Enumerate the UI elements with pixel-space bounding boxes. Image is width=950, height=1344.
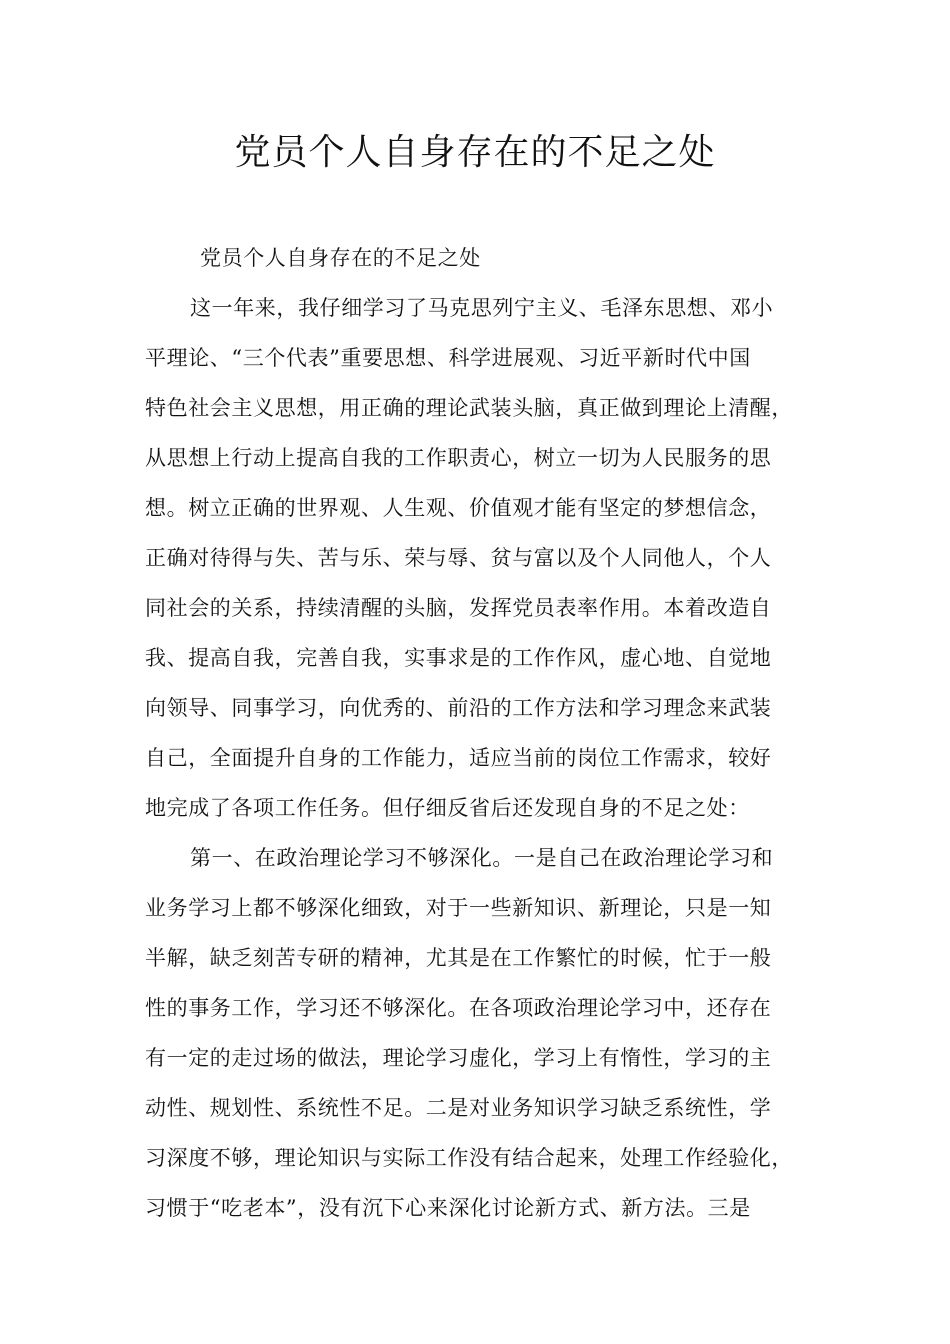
paragraph-line: 平理论、“三个代表”重要思想、科学进展观、习近平新时代中国 xyxy=(145,346,751,370)
paragraph-line: 想。树立正确的世界观、人生观、价值观才能有坚定的梦想信念， xyxy=(145,496,772,520)
paragraph-line: 业务学习上都不够深化细致，对于一些新知识、新理论，只是一知 xyxy=(145,896,772,920)
document-subtitle: 党员个人自身存在的不足之处 xyxy=(200,246,481,270)
paragraph-line: 我、提高自我，完善自我，实事求是的工作作风，虚心地、自觉地 xyxy=(145,646,772,670)
paragraph-line: 地完成了各项工作任务。但仔细反省后还发现自身的不足之处： xyxy=(145,796,750,820)
paragraph-line: 从思想上行动上提高自我的工作职责心，树立一切为人民服务的思 xyxy=(145,446,772,470)
paragraph-line: 正确对待得与失、苦与乐、荣与辱、贫与富以及个人同他人，个人 xyxy=(145,546,772,570)
paragraph-line: 习惯于“吃老本”，没有沉下心来深化讨论新方式、新方法。三是 xyxy=(145,1196,751,1220)
paragraph-line: 特色社会主义思想，用正确的理论武装头脑，真正做到理论上清醒， xyxy=(145,396,793,420)
paragraph-line: 半解，缺乏刻苦专研的精神，尤其是在工作繁忙的时候，忙于一般 xyxy=(145,946,772,970)
paragraph-line: 有一定的走过场的做法，理论学习虚化，学习上有惰性，学习的主 xyxy=(145,1046,772,1070)
paragraph-line: 动性、规划性、系统性不足。二是对业务知识学习缺乏系统性，学 xyxy=(145,1096,772,1120)
paragraph-line: 习深度不够，理论知识与实际工作没有结合起来，处理工作经验化， xyxy=(145,1146,793,1170)
paragraph-line: 第一、在政治理论学习不够深化。一是自己在政治理论学习和 xyxy=(190,846,774,870)
document-body xyxy=(145,233,825,1233)
paragraph-line: 向领导、同事学习，向优秀的、前沿的工作方法和学习理念来武装 xyxy=(145,696,772,720)
paragraph-line: 性的事务工作，学习还不够深化。在各项政治理论学习中，还存在 xyxy=(145,996,772,1020)
paragraph-line: 这一年来，我仔细学习了马克思列宁主义、毛泽东思想、邓小 xyxy=(190,296,774,320)
paragraph-line: 自己，全面提升自身的工作能力，适应当前的岗位工作需求，较好 xyxy=(145,746,772,770)
paragraph-line: 同社会的关系，持续清醒的头脑，发挥党员表率作用。本着改造自 xyxy=(145,596,772,620)
document-title: 党员个人自身存在的不足之处 xyxy=(234,132,716,173)
